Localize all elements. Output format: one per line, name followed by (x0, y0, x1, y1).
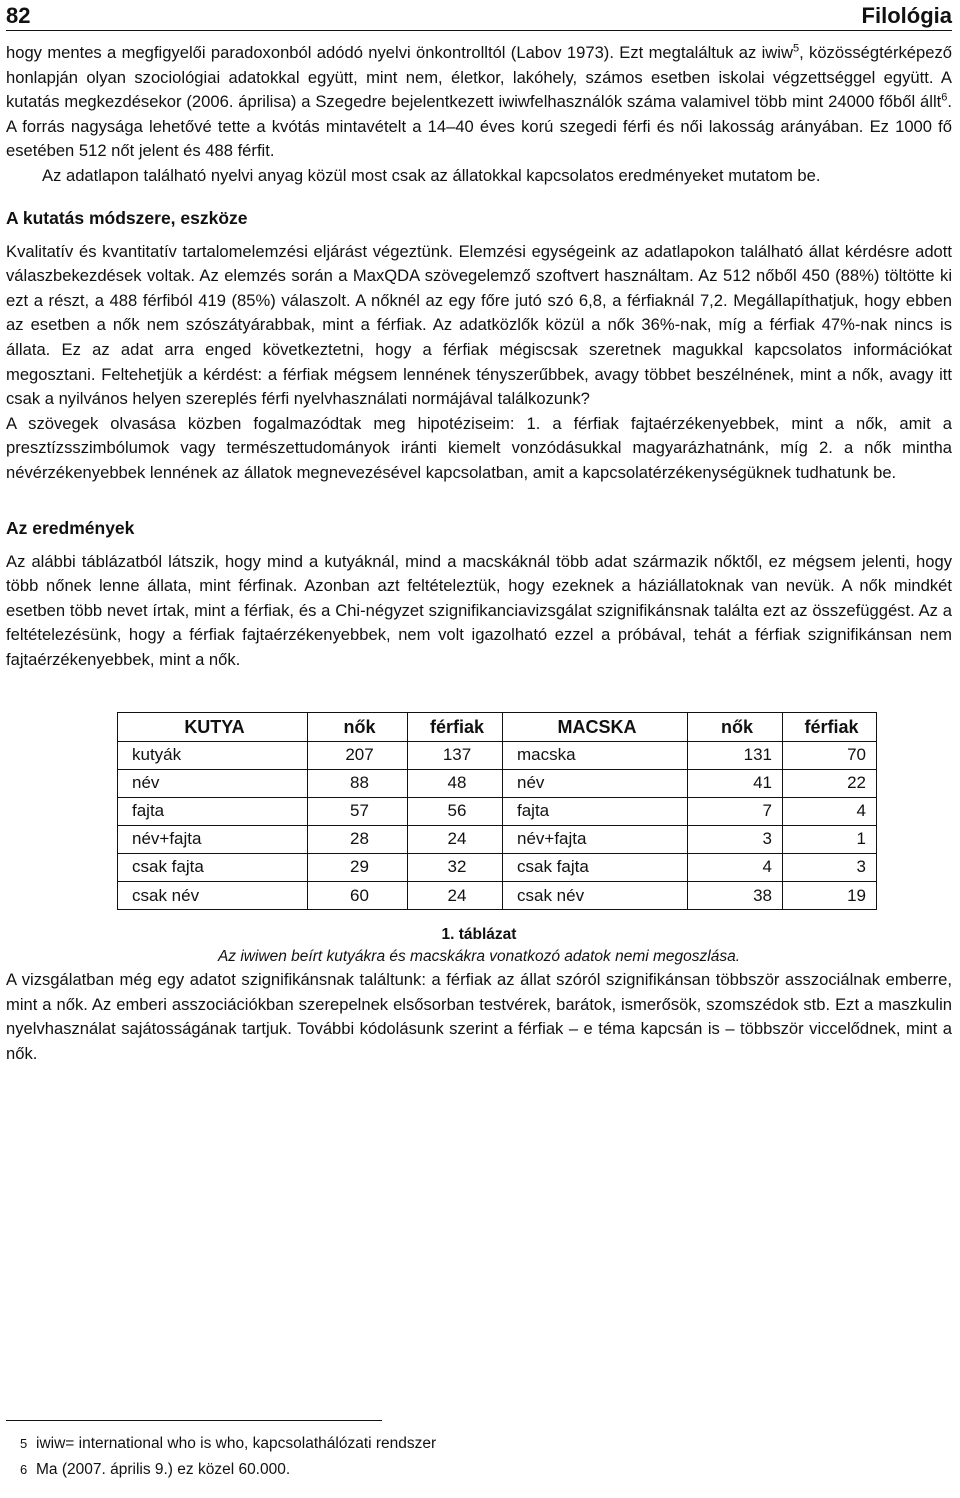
running-header (6, 0, 952, 31)
intro-text-3: . A forrás nagysága lehetővé tette a kvótás mintavételt a 14–40 éves korú szegedi férfi és női lakosság arányában. Ez 1000 fő esetében 512 nőt jelent és 488 férfit. (6, 92, 952, 161)
table-cell: 207 (308, 741, 408, 769)
table-cell: fajta (118, 797, 308, 825)
table-cell: 24 (408, 825, 503, 853)
table-row (118, 769, 877, 797)
table-cell: macska (503, 741, 688, 769)
table-cell: 3 (688, 825, 783, 853)
table-cell: név (118, 769, 308, 797)
table-cell: 1 (783, 825, 877, 853)
footnote-mark: 5 (20, 1436, 28, 1451)
footnote-5 (6, 1431, 952, 1457)
table-cell: 70 (783, 741, 877, 769)
table-header-row (118, 713, 877, 741)
footnote-ref-6[interactable]: 6 (941, 91, 948, 104)
table-cell: csak fajta (118, 853, 308, 881)
intro-text-1: hogy mentes a megfigyelői paradoxonból adódó nyelvi önkontrolltól (Labov 1973). Ezt megtaláltuk az iwiw (6, 43, 793, 62)
table-row (118, 825, 877, 853)
results-paragraph: Az alábbi táblázatból látszik, hogy mind a kutyáknál, mind a macskáknál több adat származik nőktől, ez mégsem jelenti, hogy több nőnek lenne állata, mint férfinak. Azonban azt feltételeztük, hogy ezeknek a háziállatoknak van nevük. A nők mindkét esetben több nevet írtak, mint a férfiak, és a Chi-négyzet szignifikanciavizsgálat szignifikánsnak találta ezt az összefüggést. Az a feltételezésünk, hogy a férfiak fajtaérzékenyebbek, nem volt igazolható ezzel a próbával, tehát a férfiak szignifikánsan nem fajtaérzékenyebbek, mint a nők. (6, 551, 952, 669)
footnote-ref-5[interactable]: 5 (792, 42, 800, 55)
table-row (118, 741, 877, 769)
method-paragraph-1: Kvalitatív és kvantitatív tartalomelemzési eljárást végeztünk. Elemzési egységeink az adatlapokon található állat kérdésre adott válaszbekezdések voltak. Az elemzés során a MaxQDA szövegelemző szoftvert használtam. Az 512 nőből 450 (88%) töltötte ki ezt a részt, a 488 férfiból 419 (85%) válaszolt. A nőknél az egy főre jutó szó 6,8, a férfiaknál 7,2. Megállapíthatjuk, hogy ebben az esetben a nők nem szószátyárabbak, mint a férfiak. Az adatközlők közül a nők 36%-nak, míg a férfiak 47%-nak nincs is állata. Ez az adat arra enged következtetni, hogy a férfiak mégiscsak szeretnek magukkal kapcsolatos információkat megosztani. Feltehetjük a kérdést: a férfiak mégsem lennének tényszerűbbek, avagy többet beszélnének, mint a nők, avagy itt csak a nyilvános helyen szereplés férfi nyelvhasználati normájával találkozunk? (6, 241, 952, 409)
table-cell: név+fajta (503, 825, 688, 853)
table-cell: 56 (408, 797, 503, 825)
table-caption (6, 924, 952, 968)
main-text (6, 41, 952, 1067)
method-paragraph-2: A szövegek olvasása közben fogalmazódtak meg hipotéziseim: 1. a férfiak fajtaérzékenyebbek, mint a nők, amit a presztízsszimbólumok vagy természettudományok iránti kiemelt vonzódásukkal magyarázhatnánk, míg 2. a nők mintha névérzékenyebbek lennének az állatok megnevezésével kapcsolatban, amit a kapcsolatérzékenységüknek tudhatunk be. (6, 413, 952, 482)
table-cell: 22 (783, 769, 877, 797)
table-header-cell: KUTYA (118, 713, 308, 741)
table-cell: név (503, 769, 688, 797)
closing-paragraph: A vizsgálatban még egy adatot szignifikánsnak találtunk: a férfiak az állat szóról szignifikánsan többször asszociálnak emberre, mint a nők. Az emberi asszociációkban szerepelnek elsősorban testvérek, barátok, ismerősök, szomszédok stb. Ezt a maszkulin nyelvhasználat sajátosságának tartjuk. További kódolásunk szerint a férfiak – e téma kapcsán is – többször viccelődnek, mint a nők. (6, 970, 952, 1063)
table-header-cell: férfiak (783, 713, 877, 741)
table-row (118, 853, 877, 881)
table-cell: 131 (688, 741, 783, 769)
footnote-divider (6, 1420, 382, 1421)
table-cell: 24 (408, 882, 503, 910)
table-cell: 28 (308, 825, 408, 853)
table-cell: csak név (503, 882, 688, 910)
section-heading-results: Az eredmények (6, 517, 135, 538)
table-cell: 57 (308, 797, 408, 825)
table-cell: 32 (408, 853, 503, 881)
data-table (117, 712, 877, 910)
table-cell: 7 (688, 797, 783, 825)
table-header-cell: férfiak (408, 713, 503, 741)
section-heading-method: A kutatás módszere, eszköze (6, 207, 248, 228)
table-cell: 4 (783, 797, 877, 825)
table-cell: 29 (308, 853, 408, 881)
intro-paragraph (6, 41, 952, 164)
page (6, 0, 952, 1067)
footnote-mark: 6 (20, 1462, 28, 1477)
table-cell: fajta (503, 797, 688, 825)
footnote-text: Ma (2007. április 9.) ez közel 60.000. (36, 1461, 291, 1478)
footnotes (6, 1420, 952, 1483)
footnote-6 (6, 1457, 952, 1483)
table-cell: név+fajta (118, 825, 308, 853)
table-cell: 48 (408, 769, 503, 797)
table-cell: 60 (308, 882, 408, 910)
table-caption-description: Az iwiwen beírt kutyákra és macskákra vonatkozó adatok nemi megoszlása. (217, 948, 741, 966)
journal-title: Filológia (861, 3, 952, 28)
table-cell: csak fajta (503, 853, 688, 881)
table-header-cell: nők (688, 713, 783, 741)
table-row (118, 797, 877, 825)
table-header-cell: MACSKA (503, 713, 688, 741)
table-cell: 137 (408, 741, 503, 769)
table-cell: 41 (688, 769, 783, 797)
table-cell: 4 (688, 853, 783, 881)
intro-text-2: , közösségtérképező honlapján olyan szociológiai adatokkal együtt, mint nem, életkor, lakóhely, számos esetben iskolai végzettséggel együtt. A kutatás megkezdésekor (2006. áprilisa) a Szegedre bejelentkezett iwiwfelhasználók száma valamivel több mint 24000 főből állt (6, 43, 952, 112)
table-cell: 88 (308, 769, 408, 797)
table-cell: csak név (118, 882, 308, 910)
table-row (118, 882, 877, 910)
table-cell: 19 (783, 882, 877, 910)
table-cell: kutyák (118, 741, 308, 769)
footnote-text: iwiw= international who is who, kapcsolathálózati rendszer (36, 1435, 437, 1452)
table-cell: 38 (688, 882, 783, 910)
data-scope-paragraph: Az adatlapon található nyelvi anyag közül most csak az állatokkal kapcsolatos eredményeket mutatom be. (42, 165, 821, 185)
table-caption-title: 1. táblázat (441, 926, 517, 944)
table-header-cell: nők (308, 713, 408, 741)
page-number: 82 (6, 3, 31, 28)
table-cell: 3 (783, 853, 877, 881)
